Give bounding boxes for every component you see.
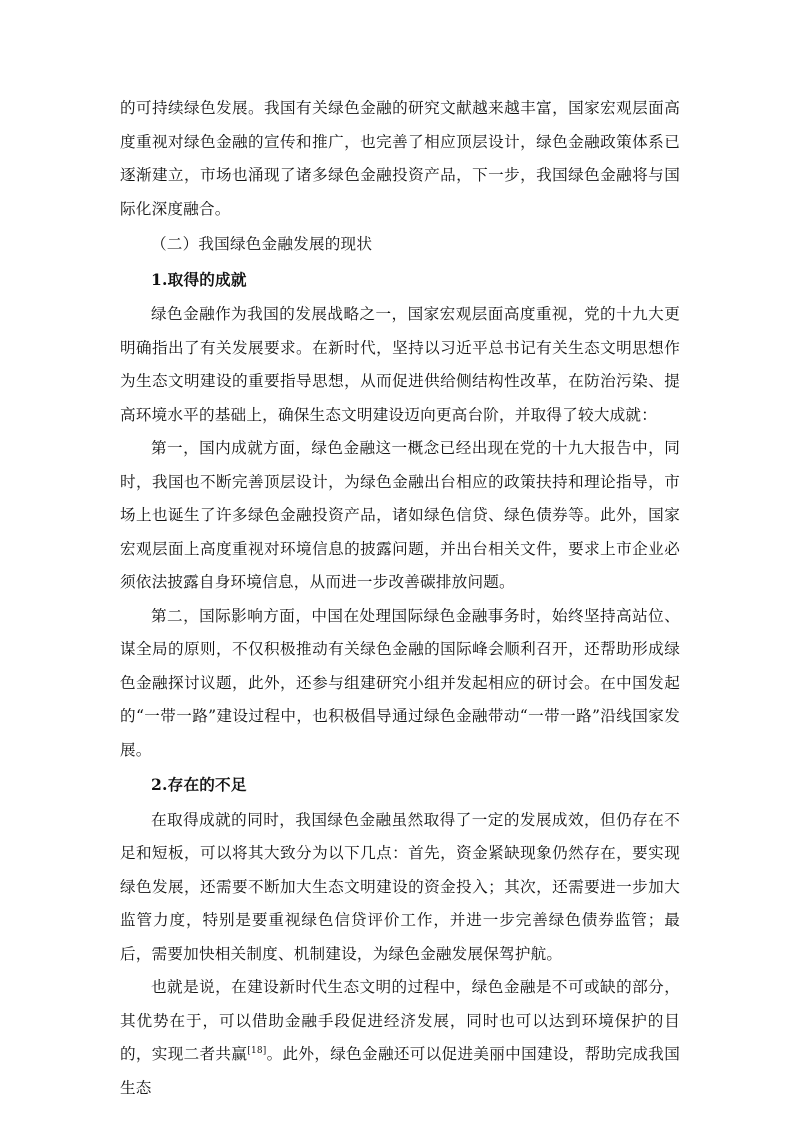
section-heading: （二）我国绿色金融发展的现状 bbox=[151, 235, 373, 253]
paragraph-conclusion-text-1: 也就是说，在建设新时代生态文明的过程中，绿色金融是不可或缺的部分，其优势在于，可以借助金融手段促进经济发展，同时也可以达到环境保护的目的，实现二者共赢 bbox=[120, 978, 680, 1063]
subsection-heading-shortcomings: 2.存在的不足 bbox=[151, 775, 247, 794]
paragraph-shortcomings: 在取得成就的同时，我国绿色金融虽然取得了一定的发展成效，但仍存在不足和短板，可以将其大致分为以下几点：首先，资金紧缺现象仍然存在，要实现绿色发展，还需要不断加大生态文明建设的资金投入；其次，还需要进一步加大监管力度，特别是要重视绿色信贷评价工作，并进一步完善绿色债券监管；最后，需要加快相关制度、机制建设，为绿色金融发展保驾护航。 bbox=[120, 810, 680, 963]
paragraph-conclusion-text-2: 。此外，绿色金融还可以促进美丽中国建设，帮助完成我国生态 bbox=[120, 1045, 680, 1097]
paragraph-conclusion bbox=[120, 971, 680, 1105]
citation-reference: [18] bbox=[247, 1045, 267, 1056]
paragraph-continuation: 的可持续绿色发展。我国有关绿色金融的研究文献越来越丰富，国家宏观层面高度重视对绿色金融的宣传和推广，也完善了相应顶层设计，绿色金融政策体系已逐渐建立，市场也涌现了诸多绿色金融投资产品，下一步，我国绿色金融将与国际化深度融合。 bbox=[120, 99, 680, 218]
paragraph-achievements-intro: 绿色金融作为我国的发展战略之一，国家宏观层面高度重视，党的十九大更明确指出了有关发展要求。在新时代，坚持以习近平总书记有关生态文明思想作为生态文明建设的重要指导思想，从而促进供给侧结构性改革，在防治污染、提高环境水平的基础上，确保生态文明建设迈向更高台阶，并取得了较大成就： bbox=[120, 305, 680, 424]
paragraph-domestic-achievements: 第一，国内成就方面，绿色金融这一概念已经出现在党的十九大报告中，同时，我国也不断完善顶层设计，为绿色金融出台相应的政策扶持和理论指导，市场上也诞生了许多绿色金融投资产品，诸如绿色信贷、绿色债券等。此外，国家宏观层面上高度重视对环境信息的披露问题，并出台相关文件，要求上市企业必须依法披露自身环境信息，从而进一步改善碳排放问题。 bbox=[120, 439, 680, 591]
subsection-heading-achievements: 1.取得的成就 bbox=[151, 269, 247, 289]
page-body bbox=[120, 92, 680, 1105]
paragraph-international-influence: 第二，国际影响方面，中国在处理国际绿色金融事务时，始终坚持高站位、谋全局的原则，不仅积极推动有关绿色金融的国际峰会顺利召开，还帮助形成绿色金融探讨议题，此外，还参与组建研究小组并发起相应的研讨会。在中国发起的“一带一路”建设过程中，也积极倡导通过绿色金融带动“一带一路”沿线国家发展。 bbox=[120, 606, 680, 759]
